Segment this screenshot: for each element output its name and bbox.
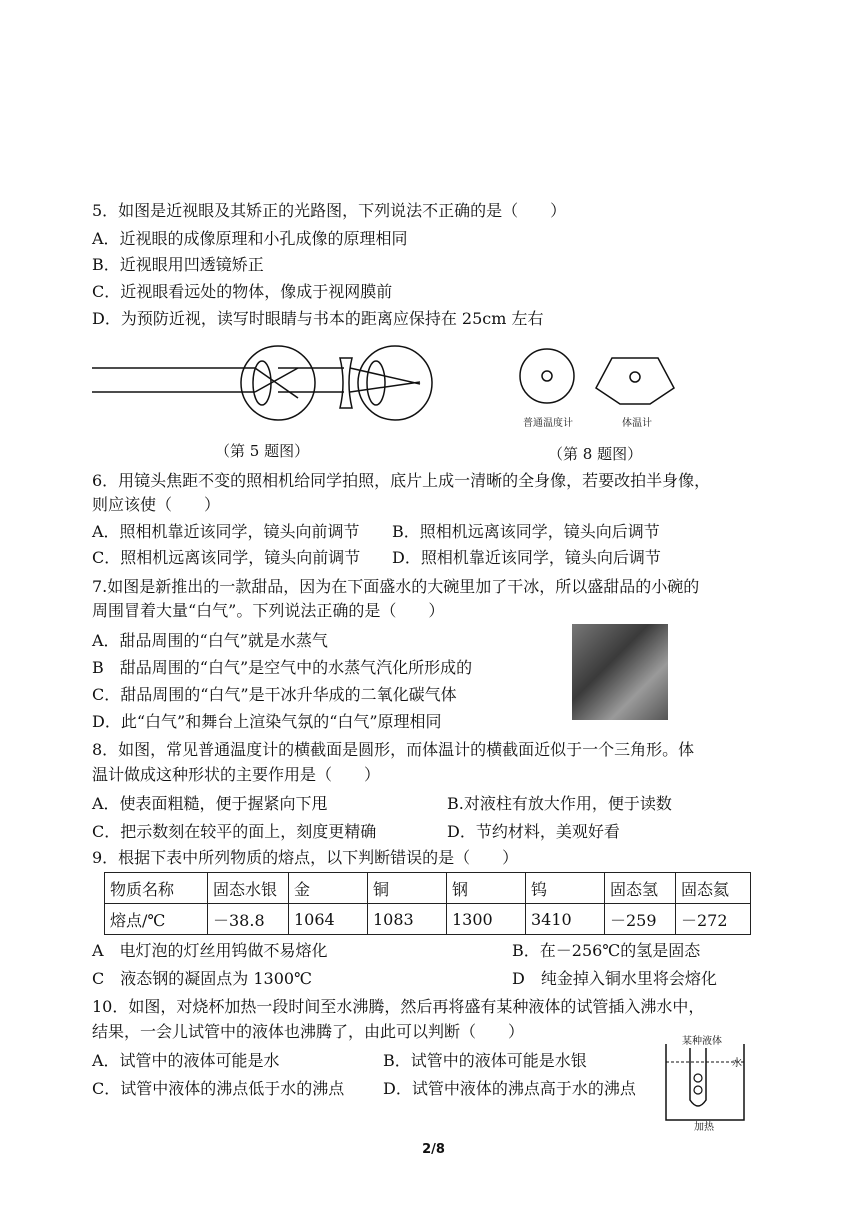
eye-lens-2 bbox=[367, 361, 385, 405]
q6-option-b: B．照相机远离该同学，镜头向后调节 bbox=[392, 522, 660, 541]
q10-stem-line2: 结果，一会儿试管中的液体也沸腾了，由此可以判断（ ） bbox=[92, 1022, 525, 1041]
table-cell: 钢 bbox=[447, 873, 526, 904]
label-some-liquid: 某种液体 bbox=[682, 1036, 722, 1047]
table-cell: 固态水银 bbox=[208, 873, 289, 904]
q7-option-a: A．甜品周围的“白气”就是水蒸气 bbox=[92, 631, 328, 650]
q7-option-d: D．此“白气”和舞台上渲染气氛的“白气”原理相同 bbox=[92, 712, 442, 731]
q5-stem: 5．如图是近视眼及其矫正的光路图，下列说法不正确的是（ ） bbox=[92, 201, 567, 220]
q6-stem-line2: 则应该使（ ） bbox=[92, 495, 221, 514]
uncorrected-eye bbox=[92, 346, 315, 420]
q6-stem-line1: 6．用镜头焦距不变的照相机给同学拍照，底片上成一清晰的全身像，若要改拍半身像， bbox=[92, 471, 711, 490]
q5-option-d: D．为预防近视，读写时眼睛与书本的距离应保持在 25cm 左右 bbox=[92, 309, 544, 328]
q10-option-c: C．试管中液体的沸点低于水的沸点 bbox=[92, 1079, 345, 1098]
beaker-test-tube-diagram bbox=[662, 1040, 752, 1125]
table-cell: 1064 bbox=[289, 904, 368, 935]
myopia-eye-diagram bbox=[90, 338, 450, 428]
corrected-eye bbox=[278, 346, 432, 420]
table-cell: 1083 bbox=[368, 904, 447, 935]
table-row bbox=[105, 904, 751, 935]
q9-stem: 9．根据下表中所列物质的熔点，以下判断错误的是（ ） bbox=[92, 848, 519, 867]
table-cell: 钨 bbox=[526, 873, 605, 904]
dessert-photo bbox=[572, 624, 668, 720]
melting-point-table bbox=[104, 872, 751, 935]
q9-option-c: C 液态钢的凝固点为 1300℃ bbox=[92, 969, 312, 988]
q5-option-a: A．近视眼的成像原理和小孔成像的原理相同 bbox=[92, 229, 408, 248]
label-ordinary-thermometer: 普通温度计 bbox=[523, 418, 573, 429]
page-number: 2/8 bbox=[422, 1142, 445, 1157]
q7-option-c: C．甜品周围的“白气”是干冰升华成的二氧化碳气体 bbox=[92, 685, 457, 704]
label-clinical-thermometer: 体温计 bbox=[622, 418, 652, 429]
table-cell: 固态氢 bbox=[605, 873, 676, 904]
label-heating: 加热 bbox=[694, 1122, 714, 1133]
q5-caption: （第 5 题图） bbox=[215, 442, 310, 460]
q10-option-d: D．试管中液体的沸点高于水的沸点 bbox=[383, 1079, 636, 1098]
q5-option-c: C．近视眼看远处的物体，像成于视网膜前 bbox=[92, 282, 393, 301]
q8-option-a: A．使表面粗糙，便于握紧向下甩 bbox=[92, 794, 328, 813]
table-cell: 金 bbox=[289, 873, 368, 904]
q6-option-a: A．照相机靠近该同学，镜头向前调节 bbox=[92, 522, 360, 541]
q8-option-d: D．节约材料，美观好看 bbox=[447, 822, 620, 841]
q9-option-d: D 纯金掉入铜水里将会熔化 bbox=[512, 969, 717, 988]
label-water: 水 bbox=[732, 1058, 742, 1069]
q7-option-b: B 甜品周围的“白气”是空气中的水蒸气汽化所形成的 bbox=[92, 658, 473, 677]
q7-stem-line1: 7.如图是新推出的一款甜品，因为在下面盛水的大碗里加了干冰，所以盛甜品的小碗的 bbox=[92, 577, 700, 596]
eyeball-2 bbox=[358, 346, 432, 420]
q6-option-c: C．照相机远离该同学，镜头向前调节 bbox=[92, 548, 361, 567]
concave-lens bbox=[340, 358, 352, 408]
table-cell: 物质名称 bbox=[105, 873, 208, 904]
q10-option-a: A．试管中的液体可能是水 bbox=[92, 1051, 280, 1070]
q8-option-b: B.对液柱有放大作用，便于读数 bbox=[447, 794, 672, 813]
q8-stem-line1: 8．如图，常见普通温度计的横截面是圆形，而体温计的横截面近似于一个三角形。体 bbox=[92, 740, 695, 759]
q5-option-b: B．近视眼用凹透镜矫正 bbox=[92, 255, 264, 274]
q8-caption: （第 8 题图） bbox=[548, 445, 643, 463]
q10-option-b: B．试管中的液体可能是水银 bbox=[383, 1051, 587, 1070]
q7-stem-line2: 周围冒着大量“白气”。下列说法正确的是（ ） bbox=[92, 601, 445, 620]
q9-option-a: A 电灯泡的灯丝用钨做不易熔化 bbox=[92, 941, 328, 960]
clinical-thermometer-section bbox=[596, 358, 674, 404]
q8-option-c: C．把示数刻在较平的面上，刻度更精确 bbox=[92, 822, 377, 841]
table-cell: －38.8 bbox=[208, 904, 289, 935]
test-tube bbox=[690, 1048, 706, 1106]
ordinary-thermometer-section bbox=[520, 349, 574, 403]
table-cell: －272 bbox=[676, 904, 751, 935]
q9-option-b: B．在－256℃的氢是固态 bbox=[512, 941, 701, 960]
table-header-row bbox=[105, 873, 751, 904]
table-cell: 熔点/℃ bbox=[105, 904, 208, 935]
eyeball-1 bbox=[241, 346, 315, 420]
table-cell: 1300 bbox=[447, 904, 526, 935]
table-cell: －259 bbox=[605, 904, 676, 935]
q8-stem-line2: 温计做成这种形状的主要作用是（ ） bbox=[92, 765, 381, 784]
q6-option-d: D．照相机靠近该同学，镜头向后调节 bbox=[392, 548, 661, 567]
table-cell: 3410 bbox=[526, 904, 605, 935]
q10-stem-line1: 10．如图，对烧杯加热一段时间至水沸腾，然后再将盛有某种液体的试管插入沸水中， bbox=[92, 997, 705, 1016]
table-cell: 铜 bbox=[368, 873, 447, 904]
table-cell: 固态氦 bbox=[676, 873, 751, 904]
